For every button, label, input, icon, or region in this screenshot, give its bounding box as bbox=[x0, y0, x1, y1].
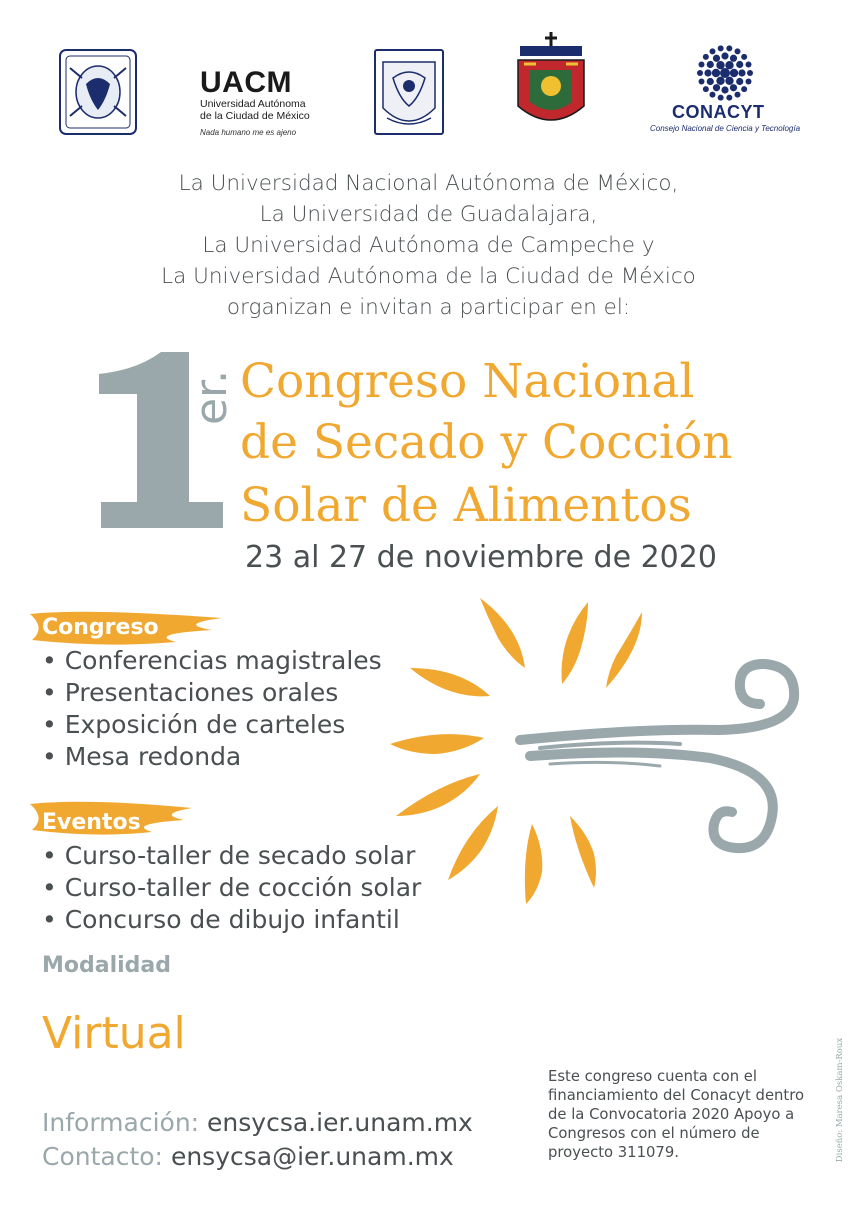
list-item: • Concurso de dibujo infantil bbox=[42, 904, 421, 936]
contact-label: Contacto: bbox=[42, 1142, 163, 1171]
info-row bbox=[42, 1108, 473, 1137]
congreso-list bbox=[42, 645, 382, 773]
uacm-logo bbox=[200, 68, 310, 137]
eventos-list bbox=[42, 840, 421, 936]
list-item: • Curso-taller de cocción solar bbox=[42, 872, 421, 904]
event-dates: 23 al 27 de noviembre de 2020 bbox=[245, 540, 717, 575]
conacyt-title: CONACYT bbox=[672, 102, 765, 122]
title-line-1: Congreso Nacional bbox=[240, 354, 695, 409]
funding-note: Este congreso cuenta con el financiamiento del Conacyt dentro de la Convocatoria 2020 Apoyo a Congresos con el número de proyecto 311079. bbox=[548, 1068, 805, 1161]
design-credit: Diseño: Maresa Oskam-Roux bbox=[835, 1037, 845, 1163]
intro-line: La Universidad Autónoma de la Ciudad de México bbox=[161, 264, 696, 289]
title-line-3: Solar de Alimentos bbox=[240, 478, 692, 533]
modalidad-value: Virtual bbox=[42, 1008, 186, 1059]
uacm-line2: de la Ciudad de México bbox=[200, 110, 310, 122]
uacm-line1: Universidad Autónoma bbox=[200, 98, 306, 110]
list-item: • Presentaciones orales bbox=[42, 677, 382, 709]
udg-seal-icon bbox=[514, 30, 588, 136]
uacm-title: UACM bbox=[200, 66, 292, 99]
modalidad-label: Modalidad bbox=[42, 953, 172, 978]
ordinal-er: er. bbox=[186, 369, 238, 426]
contact-email-link[interactable]: ensycsa@ier.unam.mx bbox=[170, 1142, 454, 1171]
intro-line: La Universidad Autónoma de Campeche y bbox=[202, 233, 655, 258]
uacam-logo bbox=[373, 48, 445, 136]
intro-line: La Universidad de Guadalajara, bbox=[259, 202, 598, 227]
info-label: Información: bbox=[42, 1108, 200, 1137]
list-item: • Mesa redonda bbox=[42, 741, 382, 773]
unam-seal-icon bbox=[58, 48, 138, 136]
conacyt-logo bbox=[650, 44, 800, 138]
info-link[interactable]: ensycsa.ier.unam.mx bbox=[207, 1108, 473, 1137]
list-item: • Conferencias magistrales bbox=[42, 645, 382, 677]
sun-wind-illustration bbox=[380, 588, 810, 918]
intro-line: organizan e invitan a participar en el: bbox=[226, 295, 631, 320]
uacam-seal-icon bbox=[373, 48, 445, 136]
intro-text bbox=[0, 168, 857, 323]
unam-logo bbox=[58, 48, 138, 136]
list-item: • Exposición de carteles bbox=[42, 709, 382, 741]
section-heading-eventos: Eventos bbox=[42, 810, 141, 835]
udg-logo bbox=[514, 30, 588, 136]
title-line-2: de Secado y Cocción bbox=[240, 415, 733, 470]
conacyt-dots-icon bbox=[650, 44, 800, 102]
uacm-motto: Nada humano me es ajeno bbox=[200, 128, 297, 137]
contact-row bbox=[42, 1142, 454, 1171]
wind-swirl-icon bbox=[520, 664, 794, 848]
list-item: • Curso-taller de secado solar bbox=[42, 840, 421, 872]
conacyt-subtitle: Consejo Nacional de Ciencia y Tecnología bbox=[650, 124, 801, 133]
intro-line: La Universidad Nacional Autónoma de México, bbox=[178, 171, 679, 196]
section-heading-congreso: Congreso bbox=[42, 615, 159, 640]
